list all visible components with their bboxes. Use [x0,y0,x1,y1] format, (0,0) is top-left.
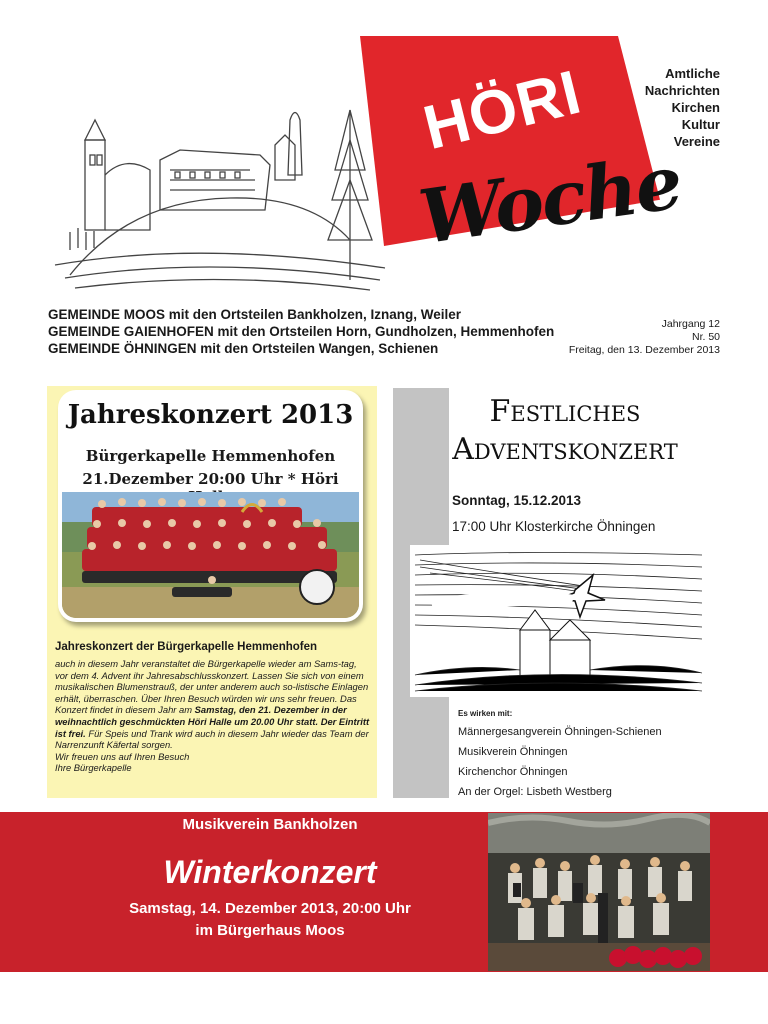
jahreskonzert-headline: Jahreskonzert der Bürgerkapelle Hemmenhofen [55,641,318,653]
participant-item: Kirchenchor Öhningen [458,766,568,778]
logo-hori-text: HÖRI [417,57,589,164]
article-closing: Wir freuen uns auf Ihren Besuch [55,750,190,762]
winterkonzert-title: Winterkonzert [163,854,377,890]
community-line: GEMEINDE MOOS mit den Ortsteilen Bankholzen, Iznang, Weiler [48,307,462,322]
title-line: Adventskonzert [452,432,678,467]
adventskonzert-title [420,393,710,469]
issue-date: Freitag, den 13. Dezember 2013 [568,344,720,356]
winterkonzert-club: Musikverein Bankholzen [182,816,358,833]
winterkonzert-venue: im Bürgerhaus Moos [195,922,345,939]
topic-item: Kultur [681,117,720,132]
logo-woche-text: Woche [414,139,686,262]
masthead-topics [620,65,720,150]
title-line: Festliches [489,394,641,429]
issue-info [555,318,720,357]
issue-volume: Jahrgang 12 [661,318,720,330]
participant-item: An der Orgel: Lisbeth Westberg [458,786,612,798]
participants-label: Es wirken mit: [458,709,513,718]
participant-item: Männergesangverein Öhningen-Schienen [458,726,662,738]
star-and-castle-etching [410,545,702,697]
winterkonzert-details [0,898,540,942]
advent-date: Sonntag, 15.12.2013 [452,493,582,508]
village-sketch-illustration [50,100,390,295]
community-line: GEMEINDE GAIENHOFEN mit den Ortsteilen Horn, Gundholzen, Hemmenhofen [48,324,555,339]
orchestra-photo [488,813,710,971]
poster-subtitle: Bürgerkapelle Hemmenhofen [85,447,336,465]
band-group-photo [62,492,359,618]
topic-item: Amtliche [665,66,720,81]
poster-title: Jahreskonzert 2013 [67,400,354,430]
topic-item: Vereine [673,134,720,149]
issue-number: Nr. 50 [691,331,720,343]
topic-item: Nachrichten [644,83,720,98]
participant-item: Musikverein Öhningen [458,746,568,758]
topic-item: Kirchen [671,100,720,115]
article-signature: Ihre Bürgerkapelle [55,762,132,774]
winterkonzert-date: Samstag, 14. Dezember 2013, 20:00 Uhr [129,900,411,917]
article-text: Für Speis und Trank wird auch in diesem Jahr wieder das Team der Narrenzunft Käfertal sorgen. [55,727,369,751]
jahreskonzert-article [55,658,370,774]
participants-list [458,722,662,802]
community-line: GEMEINDE ÖHNINGEN mit den Ortsteilen Wangen, Schienen [48,341,439,356]
article-text: auch in diesem Jahr veranstaltet die Bürgerkapelle wieder am Sams-tag, vor dem 4. Advent ihr Jahresabschlusskonzert. Lassen Sie sich von einem musikalischen Blumenstrauß, der unter anderem auch so-listische Einlagen erhält, überraschen. Über Ihren Besuch würden wir uns sehr freuen. Das Konzert findet in diesem Jahr am [55,658,369,716]
poster-date: 21.Dezember 20:00 Uhr * Höri [82,470,339,488]
article-text-bold: Samstag, den 21. Dezember in der weihnachtlich geschmückten Höri Halle um 20.00 Uhr statt. Der Eintritt ist frei. [55,704,370,739]
advent-time-place: 17:00 Uhr Klosterkirche Öhningen [452,519,656,534]
